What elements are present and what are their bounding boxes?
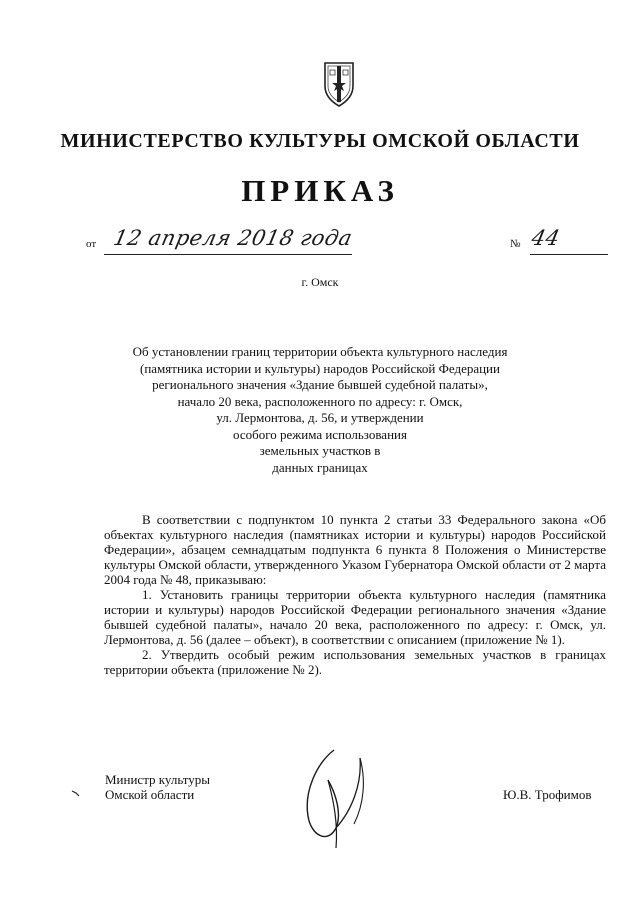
order-subject [100, 344, 540, 476]
number-prefix: № [510, 238, 521, 250]
subject-line: начало 20 века, расположенного по адресу: г. Омск, [177, 393, 463, 409]
subject-line: особого режима использования [233, 426, 407, 442]
position-line: Министр культуры [105, 772, 211, 787]
margin-mark [71, 789, 81, 797]
document-type-title: ПРИКАЗ [241, 173, 399, 208]
handwritten-signature-icon [294, 744, 386, 850]
subject-line: регионального значения «Здание бывшей судебной палаты», [152, 377, 488, 392]
body-paragraph: 2. Утвердить особый режим использования земельных участков в границах территории объекта (приложение № 2). [104, 647, 606, 677]
date-prefix: от [86, 238, 97, 250]
omsk-coat-of-arms-icon [322, 60, 356, 108]
handwritten-date: 12 апреля 2018 года [111, 226, 355, 250]
subject-line: (памятника истории и культуры) народов Российской Федерации [140, 360, 500, 376]
ministry-title: МИНИСТЕРСТВО КУЛЬТУРЫ ОМСКОЙ ОБЛАСТИ [60, 130, 580, 152]
subject-line: земельных участков в [259, 443, 381, 458]
handwritten-number: 44 [529, 226, 563, 250]
subject-line: ул. Лермонтова, д. 56, и утверждении [216, 410, 424, 425]
body-paragraph: В соответствии с подпунктом 10 пункта 2 статьи 33 Федерального закона «Об объектах культурного наследия (памятниках истории и культуры) народов Российской Федерации», абзацем семнадцатым подпункта 6 пункта 8 Положения о Министерстве культуры Омской области, утвержденного Указом Губернатора Омской области от 2 марта 2004 года № 48, приказываю: [104, 512, 606, 587]
signatory-name: Ю.В. Трофимов [503, 787, 592, 802]
position-line: Омской области [105, 787, 195, 802]
subject-line: Об установлении границ территории объекта культурного наследия [132, 344, 508, 359]
subject-line: данных границах [272, 459, 368, 475]
date-number-line [86, 224, 626, 260]
date-underline [104, 254, 352, 255]
order-body [104, 512, 606, 677]
body-paragraph: 1. Установить границы территории объекта культурного наследия (памятника истории и культуры) народов Российской Федерации регионального значения «Здание бывшей судебной палаты», начало 20 века, расположенного по адресу: г. Омск, ул. Лермонтова, д. 56 (далее – объект), в соответствии с описанием (приложение № 1). [104, 587, 606, 647]
signatory-position [105, 772, 210, 802]
number-underline [530, 254, 608, 255]
city-label: г. Омск [301, 275, 339, 289]
